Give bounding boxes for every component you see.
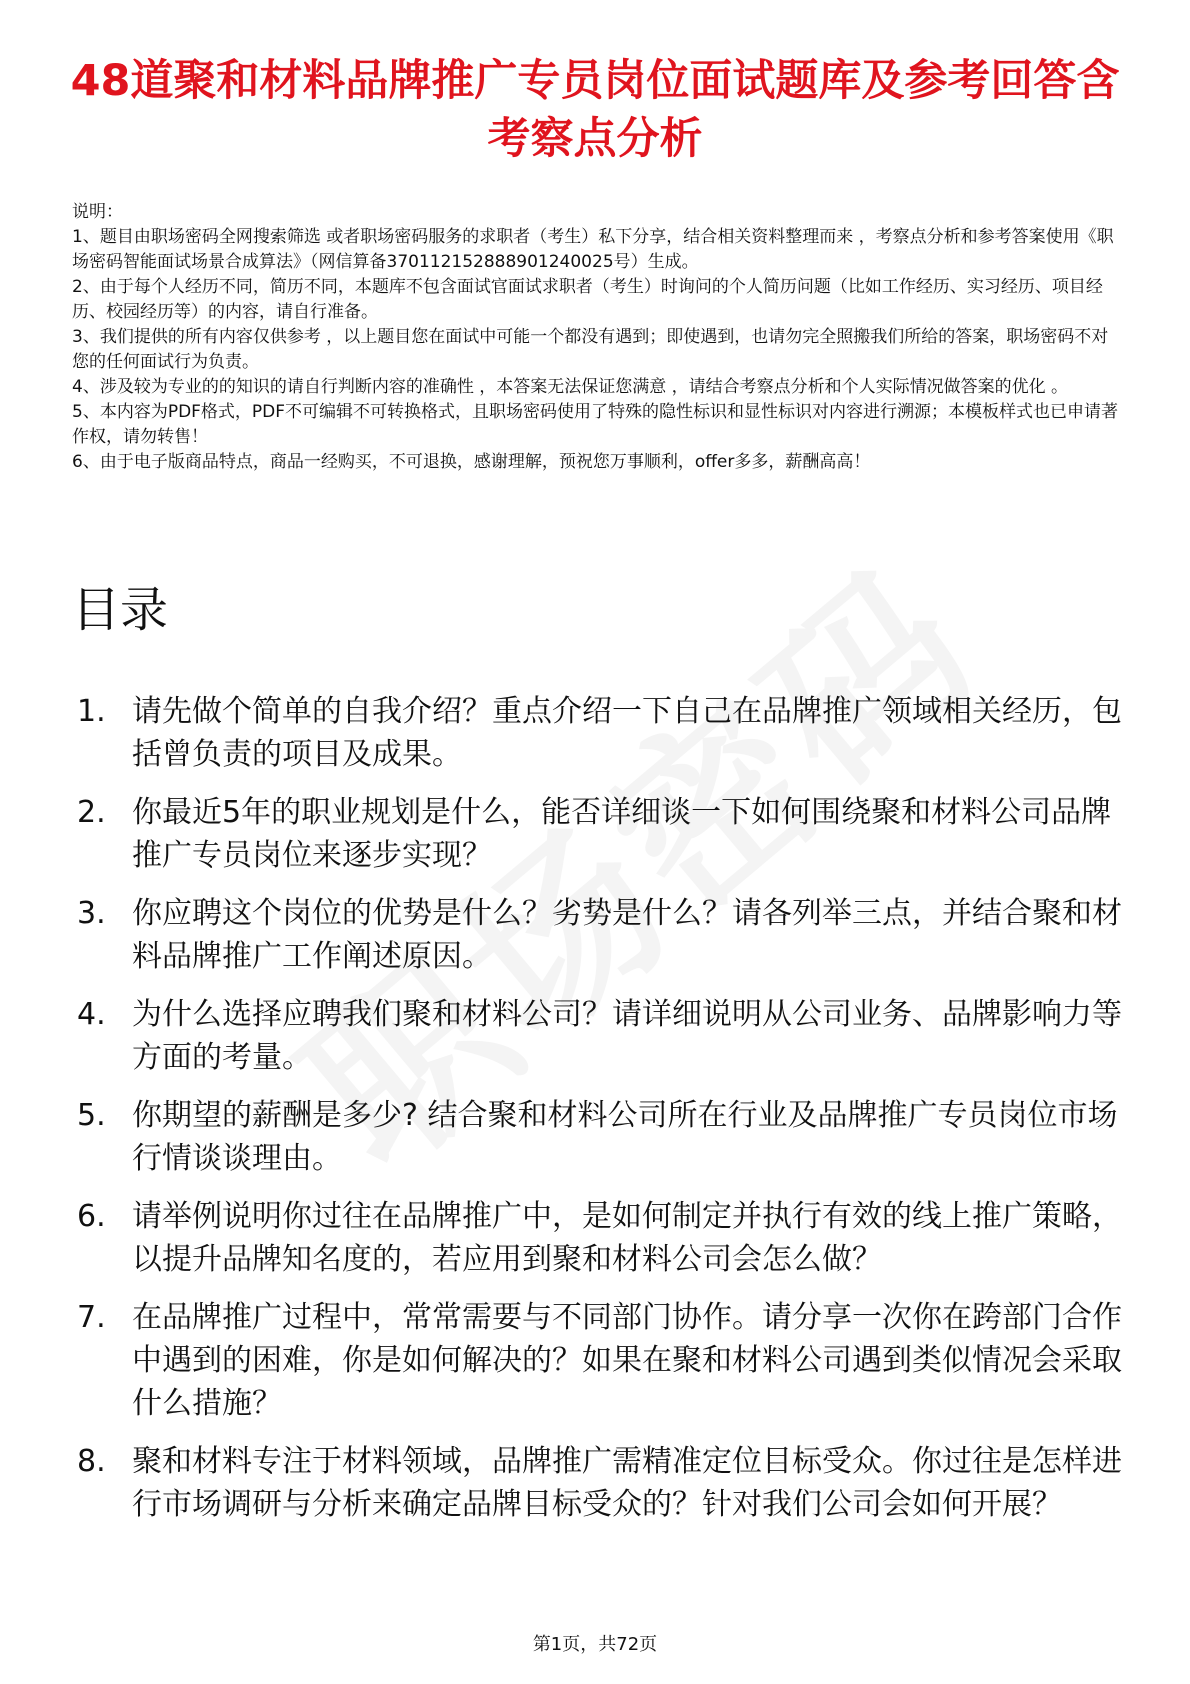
toc-item-number: 4. — [77, 997, 106, 1032]
toc-item[interactable] — [72, 1440, 1132, 1526]
toc-item-text[interactable]: 在品牌推广过程中，常常需要与不同部门协作。请分享一次你在跨部门合作中遇到的困难，你是如何解决的？如果在聚和材料公司遇到类似情况会采取什么措施？ — [132, 1300, 1122, 1421]
toc-item-text[interactable]: 你期望的薪酬是多少? 结合聚和材料公司所在行业及品牌推广专员岗位市场行情谈谈理由。 — [132, 1098, 1118, 1176]
toc-item-number: 5. — [77, 1098, 106, 1133]
toc-item[interactable] — [72, 1296, 1132, 1425]
toc-item-number: 2. — [77, 795, 106, 830]
notes-item: 5、本内容为PDF格式，PDF不可编辑不可转换格式，且职场密码使用了特殊的隐性标识和显性标识对内容进行溯源；本模板样式也已申请著作权，请勿转售！ — [72, 402, 1119, 447]
toc-item-text[interactable]: 请先做个简单的自我介绍？重点介绍一下自己在品牌推广领域相关经历，包括曾负责的项目及成果。 — [132, 694, 1122, 772]
notes-item: 1、题目由职场密码全网搜索筛选 或者职场密码服务的求职者（考生）私下分享，结合相关资料整理而来 ，考察点分析和参考答案使用《职场密码智能面试场景合成算法》（网信算备370112152888901240025号）生成。 — [72, 227, 1114, 272]
toc-heading: 目录 — [72, 582, 169, 638]
toc-item-text[interactable]: 你最近5年的职业规划是什么，能否详细谈一下如何围绕聚和材料公司品牌推广专员岗位来逐步实现？ — [132, 795, 1112, 873]
toc-list — [72, 690, 1132, 1541]
toc-item[interactable] — [72, 993, 1132, 1079]
toc-item-text[interactable]: 请举例说明你过往在品牌推广中，是如何制定并执行有效的线上推广策略，以提升品牌知名度的，若应用到聚和材料公司会怎么做？ — [132, 1199, 1122, 1277]
notes-item: 3、我们提供的所有内容仅供参考 ，以上题目您在面试中可能一个都没有遇到；即使遇到，也请勿完全照搬我们所给的答案，职场密码不对您的任何面试行为负责。 — [72, 327, 1109, 372]
notes-heading: 说明： — [72, 202, 123, 222]
notes-section — [72, 200, 1122, 475]
notes-item: 2、由于每个人经历不同，简历不同，本题库不包含面试官面试求职者（考生）时询问的个人简历问题（比如工作经历、实习经历、项目经历、校园经历等）的内容，请自行准备。 — [72, 277, 1103, 322]
toc-item[interactable] — [72, 1094, 1132, 1180]
toc-item[interactable] — [72, 1195, 1132, 1281]
toc-item-text[interactable]: 你应聘这个岗位的优势是什么？劣势是什么？请各列举三点，并结合聚和材料品牌推广工作阐述原因。 — [132, 896, 1122, 974]
document-title: 48道聚和材料品牌推广专员岗位面试题库及参考回答含考察点分析 — [70, 56, 1120, 164]
toc-item[interactable] — [72, 892, 1132, 978]
toc-item-number: 7. — [77, 1300, 106, 1335]
toc-item-text[interactable]: 聚和材料专注于材料领域，品牌推广需精准定位目标受众。你过往是怎样进行市场调研与分析来确定品牌目标受众的？针对我们公司会如何开展？ — [132, 1444, 1122, 1522]
notes-item: 4、涉及较为专业的的知识的请自行判断内容的准确性 ，本答案无法保证您满意 ，请结合考察点分析和个人实际情况做答案的优化 。 — [72, 377, 1069, 397]
toc-item-number: 6. — [77, 1199, 106, 1234]
toc-item-number: 3. — [77, 896, 106, 931]
toc-item[interactable] — [72, 791, 1132, 877]
toc-item-number: 8. — [77, 1444, 106, 1479]
notes-item: 6、由于电子版商品特点，商品一经购买，不可退换，感谢理解，预祝您万事顺利，offer多多，薪酬高高！ — [72, 452, 871, 472]
toc-item-number: 1. — [77, 694, 106, 729]
page-footer: 第1页，共72页 — [532, 1634, 658, 1655]
toc-item[interactable] — [72, 690, 1132, 776]
toc-item-text[interactable]: 为什么选择应聘我们聚和材料公司？请详细说明从公司业务、品牌影响力等方面的考量。 — [132, 997, 1122, 1075]
